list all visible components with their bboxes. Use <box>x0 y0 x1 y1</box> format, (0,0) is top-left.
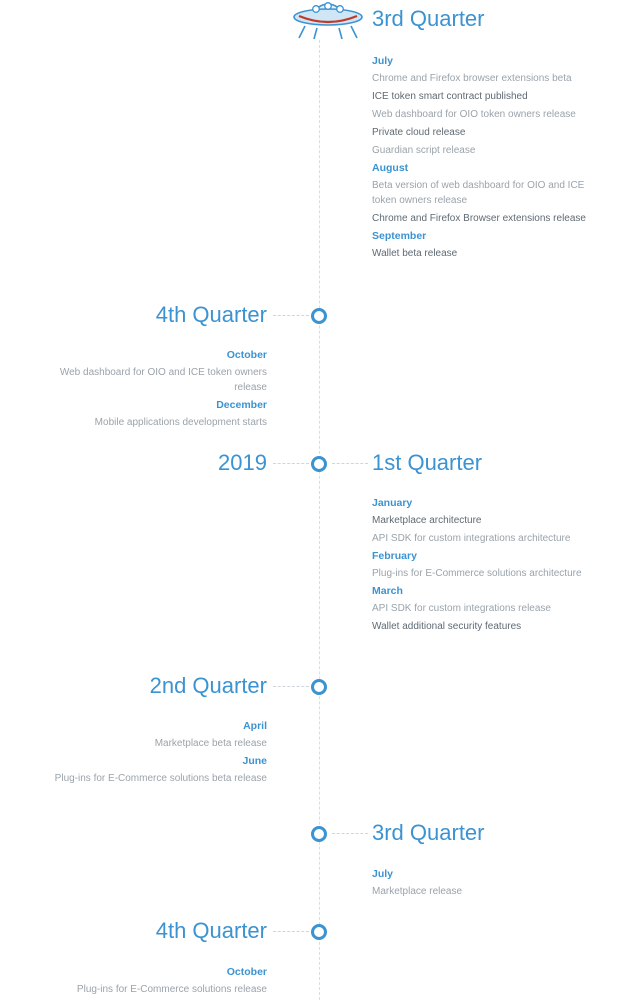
month-label: June <box>242 755 267 767</box>
connector-line <box>332 833 368 834</box>
quarter-title: 1st Quarter <box>372 450 483 475</box>
milestone-item: Wallet beta release <box>372 248 458 259</box>
milestone-item: Web dashboard for OIO token owners release <box>372 109 576 120</box>
milestone-item: Web dashboard for OIO and ICE token owners release <box>59 367 267 393</box>
milestone-item: Mobile applications development starts <box>94 417 267 428</box>
month-label: March <box>372 585 403 597</box>
connector-line <box>273 686 309 687</box>
timeline-node <box>311 456 327 472</box>
milestone-item: Beta version of web dashboard for OIO and ICE token owners release <box>372 180 585 206</box>
milestone-item: API SDK for custom integrations release <box>372 603 551 614</box>
quarter-block <box>372 494 602 637</box>
milestone-item: Plug-ins for E-Commerce solutions beta release <box>54 773 267 784</box>
timeline-node <box>311 826 327 842</box>
connector-line <box>273 463 309 464</box>
year-label: 2019 <box>218 450 267 475</box>
milestone-item: Chrome and Firefox Browser extensions release <box>372 213 586 224</box>
month-label: December <box>216 399 267 411</box>
milestone-item: ICE token smart contract published <box>372 91 528 102</box>
month-label: September <box>372 230 427 242</box>
connector-line <box>273 315 309 316</box>
quarter-block <box>372 52 602 264</box>
quarter-title: 4th Quarter <box>155 302 267 327</box>
quarter-block <box>372 865 602 902</box>
month-label: April <box>243 720 267 732</box>
timeline-axis <box>319 40 320 1000</box>
quarter-block <box>37 346 267 433</box>
milestone-item: Marketplace architecture <box>372 515 482 526</box>
milestone-item: Plug-ins for E-Commerce solutions release <box>76 984 267 995</box>
month-label: October <box>226 349 267 361</box>
quarter-title: 3rd Quarter <box>372 6 485 31</box>
quarter-title: 4th Quarter <box>155 918 267 943</box>
month-label: October <box>226 966 267 978</box>
connector-line <box>273 931 309 932</box>
milestone-item: API SDK for custom integrations architecture <box>372 533 571 544</box>
timeline-node <box>311 308 327 324</box>
month-label: July <box>372 868 394 880</box>
connector-line <box>332 463 368 464</box>
milestone-item: Private cloud release <box>372 127 466 138</box>
month-label: July <box>372 55 394 67</box>
quarter-block <box>37 963 267 1000</box>
month-label: January <box>372 497 413 509</box>
ufo-icon <box>291 0 365 42</box>
timeline-node <box>311 679 327 695</box>
month-label: February <box>372 550 417 562</box>
quarter-title: 2nd Quarter <box>149 673 267 698</box>
milestone-item: Marketplace beta release <box>154 738 267 749</box>
quarter-block <box>37 717 267 789</box>
month-label: August <box>372 162 409 174</box>
milestone-item: Marketplace release <box>372 886 463 897</box>
milestone-item: Guardian script release <box>372 145 476 156</box>
milestone-item: Chrome and Firefox browser extensions beta <box>372 73 572 84</box>
quarter-title: 3rd Quarter <box>372 820 485 845</box>
milestone-item: Plug-ins for E-Commerce solutions architecture <box>372 568 582 579</box>
milestone-item: Wallet additional security features <box>372 621 522 632</box>
timeline-node <box>311 924 327 940</box>
